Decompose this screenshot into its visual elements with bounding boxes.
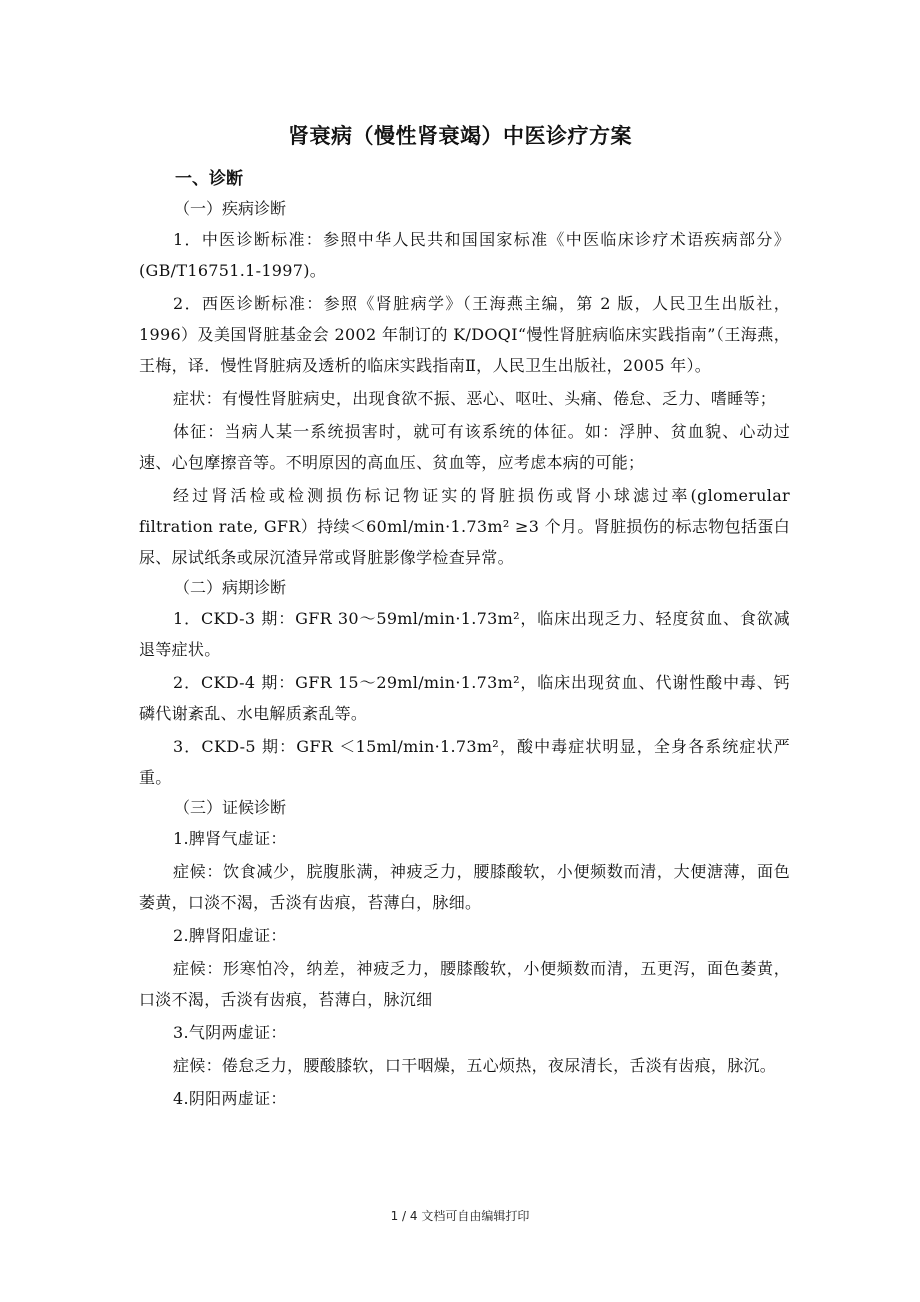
syndrome-label-3: 3.气阴两虚证： [173, 1023, 287, 1042]
paragraph-gfr-criteria: 经过肾活检或检测损伤标记物证实的肾脏损伤或肾小球滤过率(glomerular filtration rate, GFR）持续＜60ml/min·1.73m² ≥3 个月。肾脏损伤的标志物包括蛋白尿、尿试纸条或尿沉渣异常或肾脏影像学检查异常。 [139, 486, 790, 567]
subheading-disease-diagnosis: （一）疾病诊断 [174, 199, 287, 218]
syndrome-label-2: 2.脾肾阳虚证： [173, 926, 287, 945]
paragraph-tcm-criteria: 1．中医诊断标准：参照中华人民共和国国家标准《中医临床诊疗术语疾病部分》(GB/T16751.1-1997)。 [139, 230, 790, 280]
paragraph-ckd4: 2．CKD-4 期：GFR 15～29ml/min·1.73m²，临床出现贫血、代谢性酸中毒、钙磷代谢紊乱、水电解质紊乱等。 [139, 673, 790, 723]
document-body [139, 164, 790, 1114]
document-title: 肾衰病（慢性肾衰竭）中医诊疗方案 [288, 123, 632, 148]
paragraph-symptoms: 症状：有慢性肾脏病史，出现食欲不振、恶心、呕吐、头痛、倦怠、乏力、嗜睡等； [173, 389, 777, 408]
syndrome-text-1: 症候：饮食减少，脘腹胀满，神疲乏力，腰膝酸软，小便频数而清，大便溏薄，面色萎黄，口淡不渴，舌淡有齿痕，苔薄白，脉细。 [139, 862, 790, 912]
page-footer: 1 / 4 文档可自由编辑打印 [390, 1209, 530, 1223]
syndrome-label-4: 4.阴阳两虚证： [173, 1089, 287, 1108]
subheading-stage-diagnosis: （二）病期诊断 [174, 578, 287, 597]
syndrome-label-1: 1.脾肾气虚证： [173, 829, 287, 848]
subheading-syndrome-diagnosis: （三）证候诊断 [174, 798, 287, 817]
syndrome-text-3: 症候：倦怠乏力，腰酸膝软，口干咽燥，五心烦热，夜尿清长，舌淡有齿痕，脉沉。 [173, 1056, 777, 1075]
paragraph-western-criteria: 2．西医诊断标准：参照《肾脏病学》（王海燕主编，第 2 版，人民卫生出版社，1996）及美国肾脏基金会 2002 年制订的 K/DOQI“慢性肾脏病临床实践指南”（王海燕，王梅，译．慢性肾脏病及透析的临床实践指南Ⅱ，人民卫生出版社，2005 年）。 [139, 294, 790, 375]
paragraph-signs: 体征：当病人某一系统损害时，就可有该系统的体征。如：浮肿、贫血貌、心动过速、心包摩擦音等。不明原因的高血压、贫血等，应考虑本病的可能； [139, 422, 790, 472]
paragraph-ckd3: 1．CKD-3 期：GFR 30～59ml/min·1.73m²，临床出现乏力、轻度贫血、食欲减退等症状。 [139, 609, 790, 659]
syndrome-text-2: 症候：形寒怕冷，纳差，神疲乏力，腰膝酸软，小便频数而清，五更泻，面色萎黄，口淡不渴，舌淡有齿痕，苔薄白，脉沉细 [139, 959, 790, 1009]
paragraph-ckd5: 3．CKD-5 期：GFR ＜15ml/min·1.73m²，酸中毒症状明显，全身各系统症状严重。 [139, 737, 790, 787]
section-heading-diagnosis: 一、诊断 [175, 169, 243, 189]
